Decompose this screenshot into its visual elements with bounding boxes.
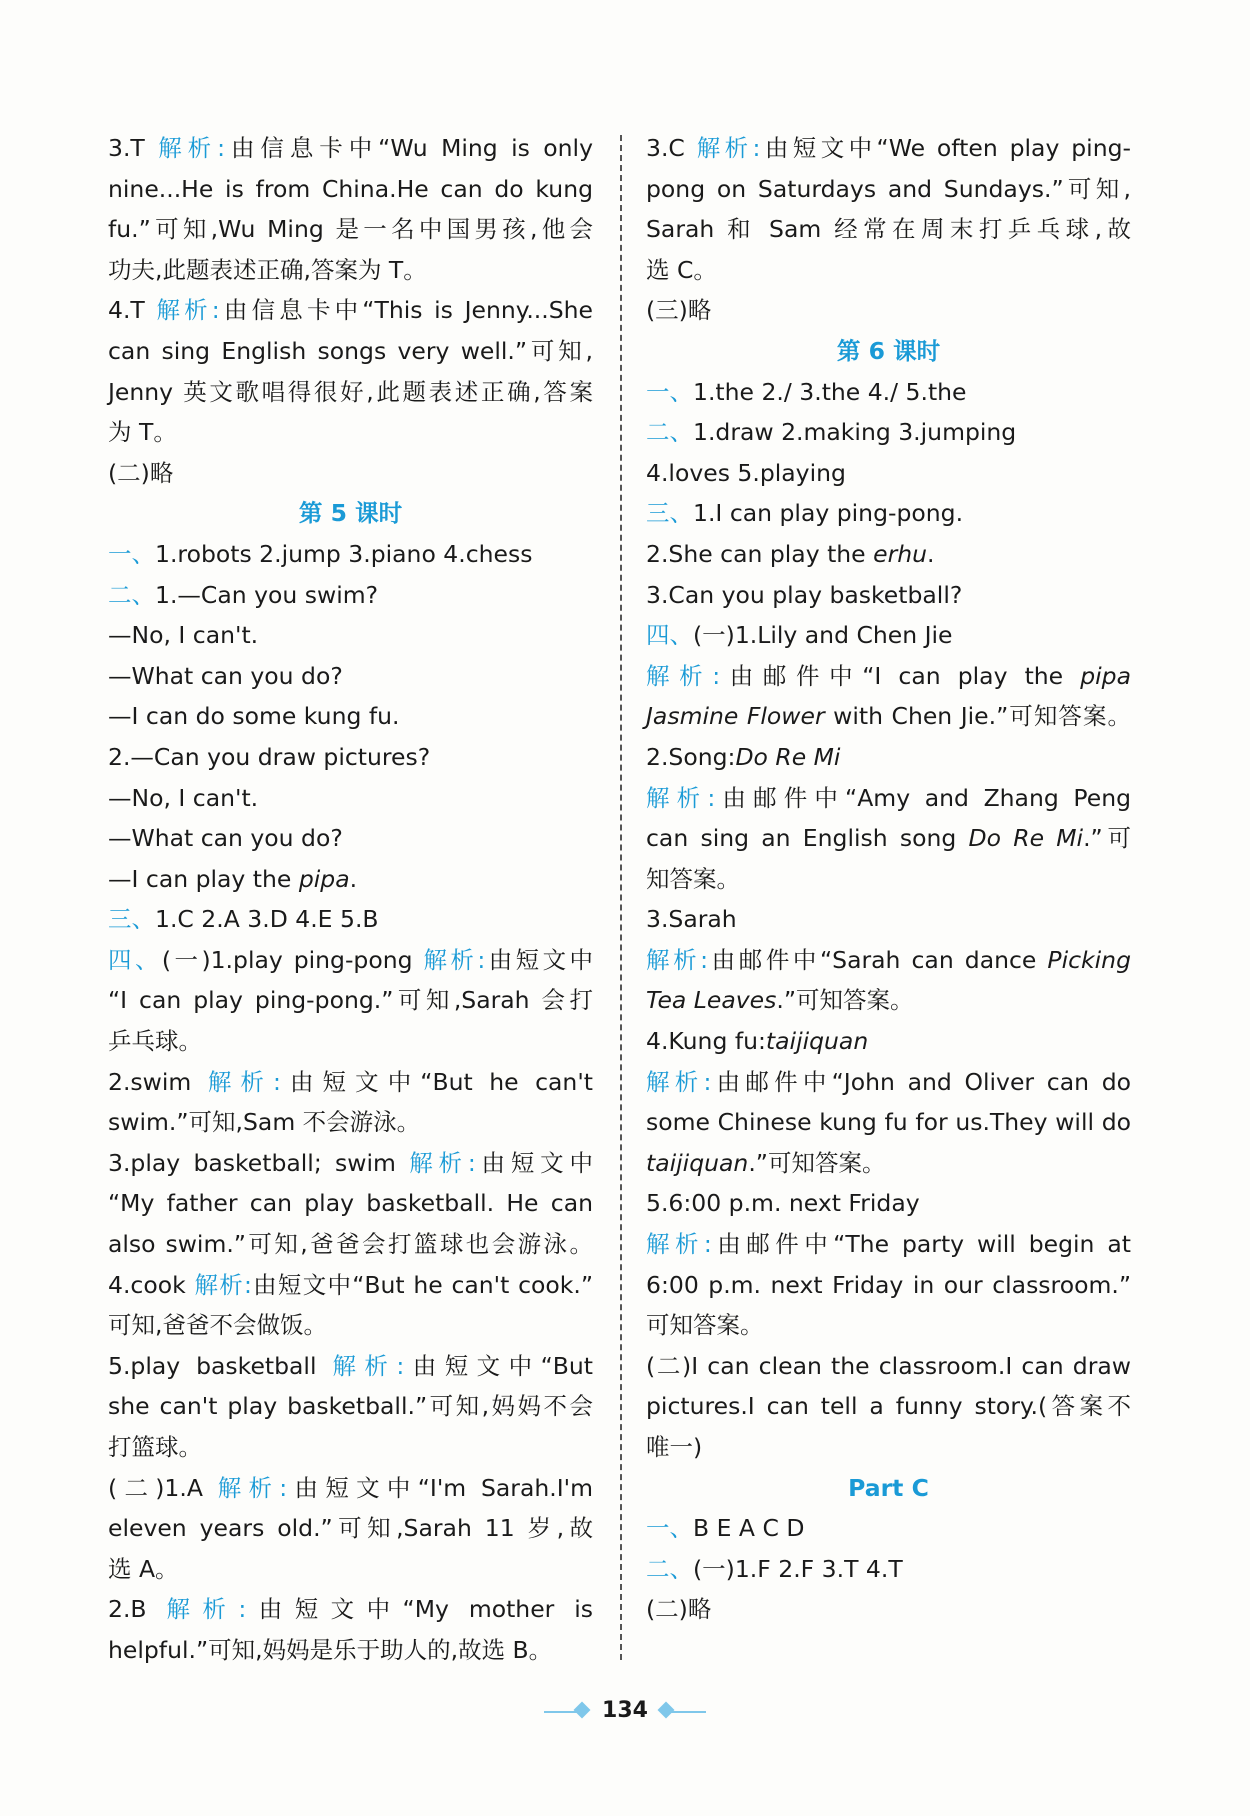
answer-text: 由短文中“I'm Sarah.I'm	[287, 1473, 593, 1502]
answer-line	[108, 1589, 593, 1630]
answer-line	[108, 534, 593, 575]
answer-text: 2.swim	[108, 1067, 208, 1096]
answer-line	[646, 980, 1131, 1021]
answer-text: 4.cook	[108, 1270, 195, 1299]
answer-text: 2.B	[108, 1595, 167, 1624]
answer-line	[646, 534, 1131, 575]
answer-text: 3.Sarah	[646, 905, 737, 934]
answer-line	[108, 778, 593, 819]
answer-label: 解析:	[166, 1595, 247, 1624]
answer-label: 解析:	[409, 1148, 476, 1177]
answer-text: 1.draw 2.making 3.jumping	[693, 418, 1017, 447]
answer-line	[646, 128, 1131, 169]
right-column	[646, 128, 1131, 1630]
answer-text: 由短文中“But he can't cook.”	[251, 1270, 593, 1299]
answer-line	[108, 615, 593, 656]
answer-text: “I can play ping-pong.”可知,Sarah 会打	[108, 986, 593, 1015]
answer-text: “My father can play basketball. He can	[108, 1189, 593, 1218]
answer-text: (二)I can clean the classroom.I can draw	[646, 1351, 1131, 1380]
answer-text: can sing English songs very well.”可知,	[108, 336, 593, 365]
answer-text: 由邮件中“Amy and Zhang Peng	[715, 783, 1132, 812]
answer-label: 一、	[646, 377, 693, 406]
answer-label: 解析:	[646, 945, 709, 974]
answer-line	[646, 656, 1131, 697]
answer-text: (三)略	[646, 296, 712, 325]
answer-text: 6:00 p.m. next Friday in our classroom.”	[646, 1270, 1131, 1299]
answer-line	[108, 1468, 593, 1509]
answer-line	[646, 1508, 1131, 1549]
answer-text: 3.T	[108, 134, 159, 162]
answer-text: 由短文中“We often play ping-	[760, 134, 1131, 162]
answer-line	[108, 696, 593, 737]
answer-text: Jenny 英文歌唱得很好,此题表述正确,答案	[108, 377, 593, 406]
answer-text: B E A C D	[693, 1514, 805, 1543]
answer-text: some Chinese kung fu for us.They will do	[646, 1108, 1131, 1137]
answer-text: 4.loves 5.playing	[646, 458, 846, 487]
italic-text: Do Re Mi	[968, 824, 1084, 853]
page-number-decoration-right	[670, 1711, 706, 1713]
answer-text: 知答案。	[646, 864, 740, 893]
answer-line	[108, 209, 593, 250]
answer-line	[646, 209, 1131, 250]
answer-line	[646, 1427, 1131, 1468]
answer-line	[646, 290, 1131, 331]
answer-label: 解析:	[696, 134, 761, 162]
section-heading: Part C	[848, 1473, 929, 1502]
answer-text: 4.T	[108, 296, 157, 325]
answer-line	[108, 412, 593, 453]
answer-text: 2.—Can you draw pictures?	[108, 742, 431, 771]
answer-text: —I can do some kung fu.	[108, 702, 400, 731]
answer-text: 由邮件中“I can play the	[720, 661, 1081, 690]
answer-line	[646, 372, 1131, 413]
answer-line	[646, 250, 1131, 291]
answer-text: 由邮件中“Sarah can dance	[708, 945, 1048, 974]
page-number: 134	[602, 1698, 648, 1723]
answer-label: 二、	[646, 1554, 693, 1583]
answer-label: 解析:	[207, 1067, 281, 1096]
answer-line	[646, 1305, 1131, 1346]
answer-line	[646, 696, 1131, 737]
answer-line	[108, 899, 593, 940]
answer-line	[108, 372, 593, 413]
answer-text: 3.Can you play basketball?	[646, 580, 963, 609]
answer-line	[108, 656, 593, 697]
answer-line	[108, 169, 593, 210]
answer-text: 打篮球。	[108, 1433, 202, 1461]
answer-line	[108, 940, 593, 981]
answer-line	[646, 737, 1131, 778]
italic-text: pipa	[1080, 661, 1131, 690]
answer-text: 1.the 2./ 3.the 4./ 5.the	[693, 377, 967, 406]
answer-text: (一)1.play ping-pong	[161, 945, 424, 974]
answer-text: (二)略	[646, 1595, 712, 1624]
answer-label: 二、	[646, 418, 693, 447]
answer-label: 四、	[646, 621, 693, 650]
answer-label: 一、	[646, 1514, 693, 1543]
answer-text: 2.She can play the	[646, 539, 874, 568]
answer-line	[108, 1427, 593, 1468]
answer-text: eleven years old.”可知,Sarah 11 岁,故	[108, 1514, 593, 1543]
answer-text: 由邮件中“John and Oliver can do	[711, 1067, 1131, 1096]
answer-text: .	[349, 864, 358, 893]
answer-text: 由信息卡中“Wu Ming is only	[225, 134, 593, 162]
answer-line	[646, 493, 1131, 534]
answer-text: 由邮件中“The party will begin at	[711, 1230, 1131, 1259]
answer-text: fu.”可知,Wu Ming 是一名中国男孩,他会	[108, 215, 593, 244]
answer-label: 三、	[646, 499, 693, 528]
answer-line	[108, 737, 593, 778]
answer-text: 4.Kung fu:	[646, 1027, 766, 1056]
answer-text: 选 A。	[108, 1554, 179, 1583]
answer-line	[646, 1021, 1131, 1062]
answer-line	[108, 453, 593, 494]
answer-text: (二)1.A	[108, 1473, 218, 1502]
answer-line	[646, 1224, 1131, 1265]
column-divider	[620, 135, 622, 1660]
answer-text: nine...He is from China.He can do kung	[108, 174, 593, 203]
answer-text: 乒乓球。	[108, 1027, 202, 1056]
answer-line	[646, 169, 1131, 210]
answer-text: —What can you do?	[108, 824, 343, 853]
answer-label: 解析:	[332, 1351, 405, 1380]
italic-text: Do Re Mi	[735, 742, 841, 771]
answer-label: 解析:	[158, 134, 226, 162]
answer-label: 二、	[108, 580, 155, 609]
answer-label: 四、	[108, 945, 162, 974]
answer-text: .”可	[1083, 824, 1131, 853]
answer-text: 3.C	[646, 134, 697, 162]
answer-line	[108, 1549, 593, 1590]
left-column	[108, 128, 593, 1671]
answer-line	[646, 453, 1131, 494]
answer-line	[108, 290, 593, 331]
answer-text: (一)1.F 2.F 3.T 4.T	[693, 1554, 903, 1583]
answer-line	[108, 859, 593, 900]
answer-line	[646, 615, 1131, 656]
italic-text: taijiquan	[765, 1027, 869, 1056]
answer-text: —I can play the	[108, 864, 299, 893]
section-heading: 第 6 课时	[836, 336, 941, 365]
answer-label: 解析:	[646, 783, 716, 812]
answer-line	[646, 1102, 1131, 1143]
answer-line	[646, 940, 1131, 981]
answer-line	[646, 1589, 1131, 1630]
answer-line	[108, 250, 593, 291]
answer-line	[646, 899, 1131, 940]
answer-line	[108, 1143, 593, 1184]
answer-label: 解析:	[194, 1270, 252, 1299]
italic-text: Picking	[1047, 945, 1131, 974]
answer-text: 3.play basketball; swim	[108, 1148, 410, 1177]
answer-line	[646, 1183, 1131, 1224]
answer-line	[108, 1062, 593, 1103]
answer-text: .	[927, 539, 935, 568]
answer-text: 由短文中“But he can't	[280, 1067, 593, 1096]
italic-text: erhu	[873, 539, 928, 568]
answer-line	[646, 575, 1131, 616]
answer-label: 解析:	[646, 1067, 712, 1096]
answer-text: —No, I can't.	[108, 621, 259, 650]
answer-line	[108, 1265, 593, 1306]
answer-line	[108, 980, 593, 1021]
answer-line	[108, 1224, 593, 1265]
answer-text: 唯一)	[646, 1433, 703, 1461]
answer-line	[646, 1386, 1131, 1427]
answer-line	[108, 128, 593, 169]
answer-text: (二)略	[108, 458, 174, 487]
answer-text: pong on Saturdays and Sundays.”可知,	[646, 174, 1131, 203]
answer-text: .”可知答案。	[748, 1148, 886, 1177]
answer-line	[108, 1183, 593, 1224]
answer-line	[646, 1549, 1131, 1590]
answer-text: 可知,爸爸不会做饭。	[108, 1311, 327, 1340]
answer-line	[646, 1143, 1131, 1184]
answer-line	[646, 818, 1131, 859]
section-heading: 第 5 课时	[298, 499, 403, 528]
answer-text: can sing an English song	[646, 824, 969, 853]
answer-label: 解析:	[156, 296, 220, 325]
answer-line	[108, 575, 593, 616]
answer-text: 由短文中	[475, 1148, 593, 1177]
answer-label: 解析:	[423, 945, 486, 974]
italic-text: Tea Leaves	[646, 986, 777, 1015]
answer-line	[108, 1346, 593, 1387]
answer-text: 由短文中“My mother is	[246, 1595, 594, 1624]
answer-label: 解析:	[646, 661, 721, 690]
answer-text: 1.—Can you swim?	[155, 580, 379, 609]
answer-text: Sarah 和 Sam 经常在周末打乒乓球,故	[646, 215, 1131, 244]
answer-text: helpful.”可知,妈妈是乐于助人的,故选 B。	[108, 1635, 553, 1664]
answer-text: 2.Song:	[646, 742, 736, 771]
answer-text: 选 C。	[646, 255, 717, 284]
answer-text: 由短文中“But	[404, 1351, 594, 1380]
answer-text: 可知答案。	[646, 1311, 764, 1340]
italic-text: Jasmine Flower	[646, 702, 825, 731]
answer-line	[108, 818, 593, 859]
answer-text: (一)1.Lily and Chen Jie	[693, 621, 953, 650]
answer-text: .”可知答案。	[776, 986, 914, 1015]
answer-text: —What can you do?	[108, 661, 343, 690]
answer-text: pictures.I can tell a funny story.(答案不	[646, 1392, 1131, 1421]
answer-line	[108, 1102, 593, 1143]
answer-line	[646, 778, 1131, 819]
answer-text: 5.play basketball	[108, 1351, 333, 1380]
answer-text: 功夫,此题表述正确,答案为 T。	[108, 255, 427, 284]
answer-text: 1.I can play ping-pong.	[693, 499, 964, 528]
answer-text: she can't play basketball.”可知,妈妈不会	[108, 1392, 593, 1421]
answer-label: 一、	[108, 539, 155, 568]
answer-text: 由信息卡中“This is Jenny...She	[219, 296, 593, 325]
answer-line	[646, 1265, 1131, 1306]
answer-line	[646, 412, 1131, 453]
answer-line	[646, 1346, 1131, 1387]
answer-line	[108, 1508, 593, 1549]
answer-line	[646, 859, 1131, 900]
answer-text: 1.C 2.A 3.D 4.E 5.B	[155, 905, 379, 934]
italic-text: taijiquan	[646, 1148, 749, 1177]
answer-line	[108, 1386, 593, 1427]
answer-label: 解析:	[217, 1473, 288, 1502]
answer-text: —No, I can't.	[108, 783, 259, 812]
answer-text: with Chen Jie.”可知答案。	[824, 702, 1131, 731]
answer-text: also swim.”可知,爸爸会打篮球也会游泳。	[108, 1230, 593, 1259]
answer-text: 由短文中	[485, 945, 594, 974]
answer-line	[108, 1630, 593, 1671]
answer-label: 解析:	[646, 1230, 712, 1259]
answer-line	[108, 1305, 593, 1346]
italic-text: pipa	[298, 864, 350, 893]
answer-label: 三、	[108, 905, 155, 934]
answer-line	[646, 1062, 1131, 1103]
answer-line	[108, 331, 593, 372]
answer-text: 1.robots 2.jump 3.piano 4.chess	[155, 539, 533, 568]
answer-line	[108, 1021, 593, 1062]
answer-text: swim.”可知,Sam 不会游泳。	[108, 1108, 421, 1137]
page-number-area	[0, 1694, 1250, 1730]
answer-text: 5.6:00 p.m. next Friday	[646, 1189, 920, 1218]
answer-text: 为 T。	[108, 418, 177, 447]
